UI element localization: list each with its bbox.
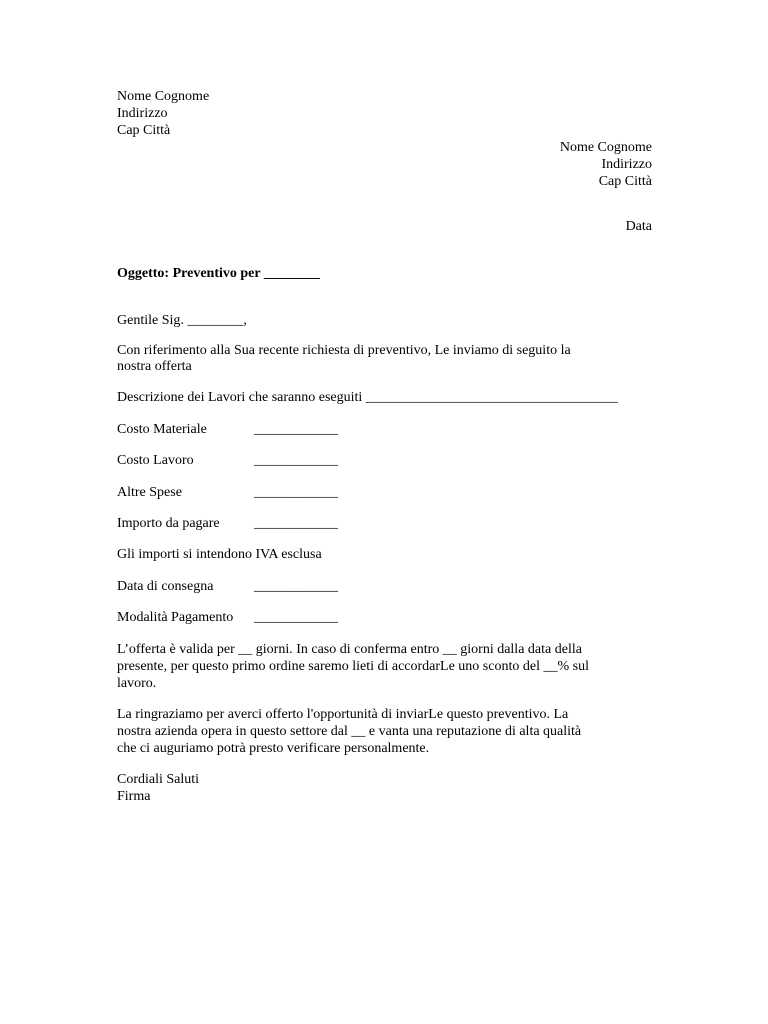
cost-label: Altre Spese <box>117 485 182 500</box>
closing: Cordiali Saluti <box>117 772 200 787</box>
delivery-value-blank: ____________ <box>254 610 338 625</box>
cost-label: Importo da pagare <box>117 516 220 531</box>
intro-line-2: nostra offerta <box>117 359 192 374</box>
cost-value-blank: ____________ <box>254 516 338 531</box>
signature: Firma <box>117 789 151 804</box>
letter-subject: Oggetto: Preventivo per ________ <box>117 266 320 281</box>
thanks-line-2: nostra azienda opera in questo settore dal __ e vanta una reputazione di alta qualità <box>117 724 582 739</box>
offer-line-2: presente, per questo primo ordine saremo lieti di accordarLe uno sconto del __% sul <box>117 659 589 674</box>
cost-label: Costo Lavoro <box>117 453 194 468</box>
cost-row <box>117 421 338 438</box>
thanks-line-1: La ringraziamo per averci offerto l'opportunità di inviarLe questo preventivo. La <box>117 707 569 722</box>
work-description: Descrizione dei Lavori che saranno eseguiti ____________________________________ <box>117 390 618 405</box>
delivery-value-blank: ____________ <box>254 579 338 594</box>
sender-name: Nome Cognome <box>117 89 210 104</box>
recipient-address: Indirizzo <box>601 157 652 172</box>
offer-line-3: lavoro. <box>117 676 157 691</box>
delivery-row <box>117 609 338 626</box>
cost-label: Costo Materiale <box>117 422 207 437</box>
delivery-label: Modalità Pagamento <box>117 610 234 625</box>
cost-row <box>117 515 338 532</box>
cost-value-blank: ____________ <box>254 453 338 468</box>
sender-city: Cap Città <box>117 123 171 138</box>
intro-line-1: Con riferimento alla Sua recente richiesta di preventivo, Le inviamo di seguito la <box>117 343 571 358</box>
cost-row <box>117 452 338 469</box>
letter-salutation: Gentile Sig. ________, <box>117 313 247 328</box>
sender-address: Indirizzo <box>117 106 168 121</box>
cost-row <box>117 484 338 501</box>
letter-date: Data <box>625 219 652 234</box>
thanks-line-3: che ci auguriamo potrà presto verificare personalmente. <box>117 741 430 756</box>
cost-value-blank: ____________ <box>254 485 338 500</box>
delivery-row <box>117 578 338 595</box>
cost-value-blank: ____________ <box>254 422 338 437</box>
delivery-label: Data di consegna <box>117 579 214 594</box>
offer-line-1: L’offerta è valida per __ giorni. In caso di conferma entro __ giorni dalla data della <box>117 642 582 657</box>
recipient-name: Nome Cognome <box>559 140 652 155</box>
recipient-city: Cap Città <box>598 174 652 189</box>
vat-note: Gli importi si intendono IVA esclusa <box>117 547 322 562</box>
